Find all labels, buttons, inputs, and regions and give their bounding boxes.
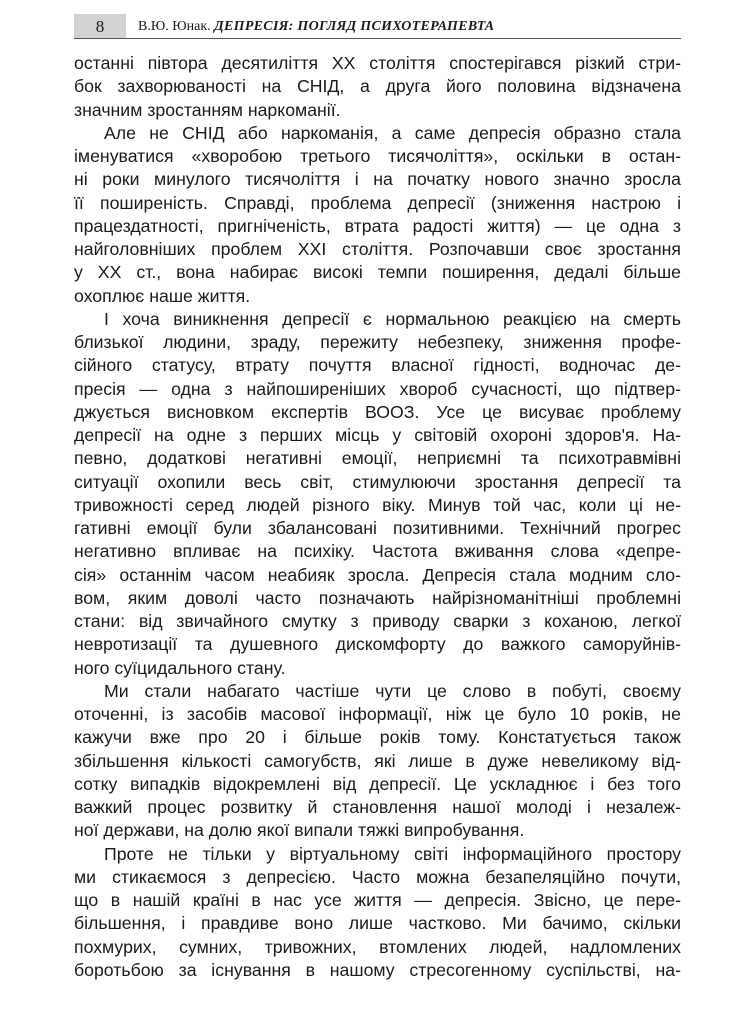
text-line: бок захворюваності на СНІД, а друга його половина відзначена <box>74 76 681 97</box>
text-line: похмурих, сумних, тривожних, втомлених людей, надломлених <box>74 936 681 957</box>
paragraph-line <box>74 447 681 470</box>
text-line: більшення, і правдиве воно лише частково. Ми бачимо, скільки <box>74 913 681 934</box>
paragraph-line <box>74 517 681 540</box>
paragraph-line <box>74 587 681 610</box>
paragraph-line <box>74 75 681 98</box>
text-line: певно, додаткові негативні емоції, неприємні та психотравмівні <box>74 448 681 469</box>
paragraph-line <box>74 424 681 447</box>
text-line: сійного статусу, втрату почуття власної гідності, водночас де- <box>74 355 681 376</box>
paragraph-line <box>74 261 681 284</box>
paragraph <box>74 843 681 866</box>
text-line: охоплює наше життя. <box>74 285 251 306</box>
running-title <box>138 14 494 38</box>
paragraph <box>74 308 681 331</box>
text-line: ми стикаємося з депресією. Часто можна безапеляційно почути, <box>74 866 681 887</box>
text-line: у XX ст., вона набирає високі темпи поширення, дедалі більше <box>74 262 681 283</box>
text-line: її поширеність. Справді, проблема депресії (зниження настрою і <box>74 192 681 213</box>
paragraph-line <box>74 285 681 308</box>
paragraph-line <box>74 145 681 168</box>
text-line: працездатності, пригніченість, втрата радості життя) — це одна з <box>74 215 681 236</box>
text-line: значним зростанням наркоманії. <box>74 99 341 120</box>
paragraph <box>74 680 681 703</box>
text-line: ного суїцидального стану. <box>74 657 286 678</box>
paragraph-line <box>74 959 681 982</box>
paragraph-line <box>74 99 681 122</box>
text-line: ні роки минулого тисячоліття і на початку нового значно зросла <box>74 169 681 190</box>
paragraph-line <box>74 168 681 191</box>
paragraph-line <box>74 354 681 377</box>
text-line: збільшення кількості самогубств, які лише в дуже невеликому від- <box>74 750 681 771</box>
paragraph <box>74 52 681 75</box>
paragraph-line <box>74 540 681 563</box>
paragraph-line <box>74 796 681 819</box>
paragraph-line <box>74 564 681 587</box>
body-text <box>74 52 681 982</box>
paragraph-line <box>74 912 681 935</box>
text-line: ної держави, на долю якої випали тяжкі випробування. <box>74 820 525 841</box>
paragraph-line <box>74 657 681 680</box>
text-line: І хоча виникнення депресії є нормальною реакцією на смерть <box>104 308 681 329</box>
paragraph-line <box>74 192 681 215</box>
paragraph-line <box>74 936 681 959</box>
text-line: сотку випадків відокремлені від депресії. Це ускладнює і без того <box>74 773 681 794</box>
text-line: що в нашій країні в нас усе життя — депресія. Звісно, це пере- <box>74 890 681 910</box>
paragraph-line <box>74 819 681 842</box>
paragraph-line <box>74 610 681 633</box>
text-line: депресії на одне з перших місць у світовій охороні здоров'я. На- <box>74 425 681 445</box>
text-line: гативні емоції були збалансовані позитивними. Технічний прогрес <box>74 518 681 538</box>
paragraph-line <box>74 726 681 749</box>
paragraph-line <box>74 889 681 912</box>
book-title: ДЕПРЕСІЯ: ПОГЛЯД ПСИХОТЕРАПЕВТА <box>214 19 495 34</box>
paragraph-line <box>74 633 681 656</box>
text-line: важкий процес розвитку й становлення нашої молоді і незалеж- <box>74 797 681 817</box>
text-line: боротьбою за існування в нашому стресогенному суспільстві, на- <box>74 959 681 980</box>
page-number: 8 <box>74 14 126 38</box>
running-header <box>74 14 681 39</box>
text-line: оточенні, із засобів масової інформації, ніж це було 10 років, не <box>74 704 681 724</box>
text-line: сія» останнім часом неабияк зросла. Депресія стала модним сло- <box>74 564 681 585</box>
paragraph-line <box>74 773 681 796</box>
text-line: тривожності серед людей різного віку. Минув той час, коли ці не- <box>74 494 681 515</box>
text-line: пресія — одна з найпоширеніших хвороб сучасності, що підтвер- <box>74 378 681 399</box>
text-line: найголовніших проблем XXI століття. Розпочавши своє зростання <box>74 239 681 259</box>
paragraph <box>74 122 681 145</box>
text-line: невротизації та душевного дискомфорту до важкого саморуйнів- <box>74 634 681 655</box>
text-line: стани: від звичайного смутку з приводу сварки з коханою, легкої <box>74 611 681 631</box>
text-line: Проте не тільки у віртуальному світі інформаційного простору <box>104 843 681 864</box>
paragraph-line <box>74 750 681 773</box>
text-line: близької людини, зраду, пережиту небезпеку, зниження профе- <box>74 332 681 352</box>
text-line: іменуватися «хворобою третього тисячоліття», оскільки в остан- <box>74 146 681 166</box>
text-line: негативно впливає на психіку. Частота вживання слова «депре- <box>74 541 681 562</box>
paragraph-line <box>74 331 681 354</box>
paragraph-line <box>74 401 681 424</box>
author-name: В.Ю. Юнак. <box>138 19 211 34</box>
paragraph-line <box>74 494 681 517</box>
paragraph-line <box>74 866 681 889</box>
paragraph-line <box>74 378 681 401</box>
text-line: кажучи вже про 20 і більше років тому. Констатується також <box>74 727 681 748</box>
paragraph-line <box>74 471 681 494</box>
text-line: джується висновком експертів ВООЗ. Усе це висуває проблему <box>74 401 681 422</box>
paragraph-line <box>74 238 681 261</box>
text-line: вом, яким доволі часто позначають найрізноманітніші проблемні <box>74 587 681 608</box>
paragraph-line <box>74 215 681 238</box>
text-line: останні півтора десятиліття XX століття спостерігався різкий стри- <box>74 53 681 73</box>
text-line: Але не СНІД або наркоманія, а саме депресія образно стала <box>104 122 681 143</box>
text-line: ситуації охопили весь світ, стимулюючи зростання депресії та <box>74 471 681 492</box>
text-line: Ми стали набагато частіше чути це слово в побуті, своєму <box>104 680 681 701</box>
paragraph-line <box>74 703 681 726</box>
